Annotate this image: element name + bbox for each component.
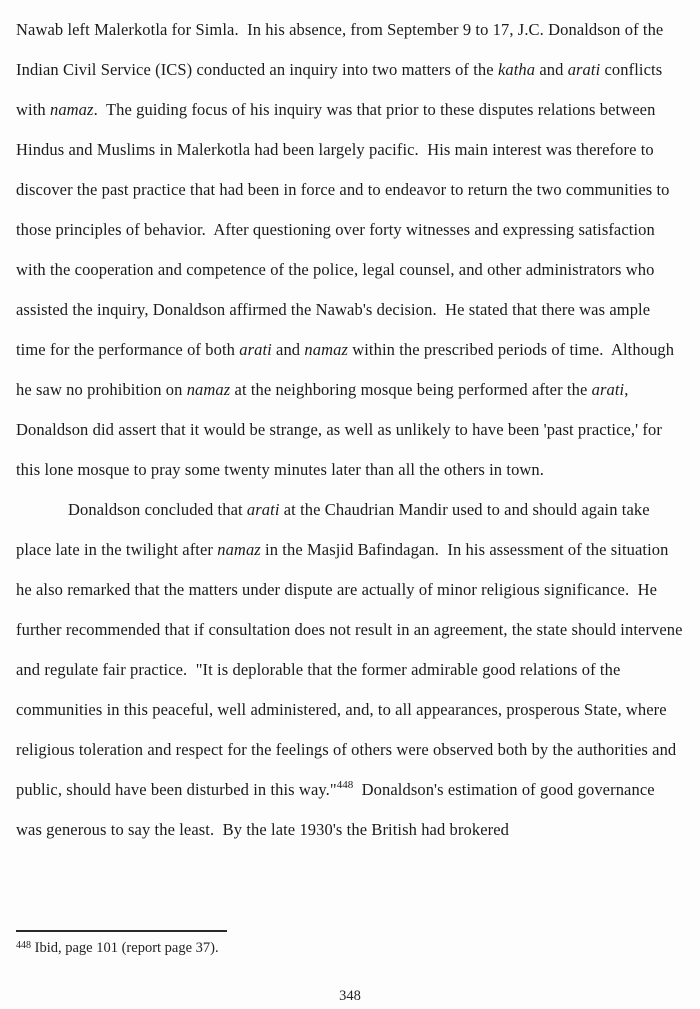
text-run: in the Masjid Bafindagan. In his assessment of the situation he also remarked that the matters under dispute are actually of minor religious significance. He further recommended that if consultation does not result in an agreement, the state should intervene and regulate fair practice. "It is deplorable that the former admirable good relations of the communities in this peaceful, well administered, and, to all appearances, prosperous State, where religious toleration and respect for the feelings of others were observed both by the authorities and public, should have been disturbed in this way." bbox=[16, 540, 687, 799]
footnote-marker: 448 bbox=[16, 940, 31, 951]
page-body bbox=[16, 10, 687, 850]
footnote bbox=[16, 939, 227, 957]
text-run: and bbox=[535, 60, 568, 79]
text-run: within the prescribed periods of time. Although he saw no prohibition on bbox=[16, 340, 679, 399]
text-run: Nawab left Malerkotla for Simla. In his absence, from September 9 to 17, J.C. Donaldson of the Indian Civil Service (ICS) conducted an inquiry into two matters of the bbox=[16, 20, 668, 79]
italic-term: arati bbox=[591, 380, 625, 399]
paragraph-1 bbox=[16, 10, 684, 490]
italic-term: arati bbox=[567, 60, 601, 79]
footnote-area bbox=[16, 930, 227, 957]
footnote-text: Ibid, page 101 (report page 37). bbox=[31, 940, 219, 956]
text-run: at the Chaudrian Mandir used to and should again take place late in the twilight after bbox=[16, 500, 654, 559]
footnote-separator bbox=[16, 930, 227, 932]
italic-term: namaz bbox=[217, 540, 261, 559]
text-run: conflicts with bbox=[16, 60, 667, 119]
text-run: . The guiding focus of his inquiry was that prior to these disputes relations between Hindus and Muslims in Malerkotla had been largely pacific. His main interest was therefore to discover the past practice that had been in force and to endeavor to return the two communities to those principles of behavior. After questioning over forty witnesses and expressing satisfaction with the cooperation and competence of the police, legal counsel, and other administrators who assisted the inquiry, Donaldson affirmed the Nawab's decision. He stated that there was ample time for the performance of both bbox=[16, 100, 674, 359]
italic-term: namaz bbox=[304, 340, 348, 359]
italic-term: arati bbox=[246, 500, 280, 519]
text-run: Donaldson concluded that bbox=[68, 500, 247, 519]
page-number: 348 bbox=[339, 988, 361, 1004]
italic-term: katha bbox=[497, 60, 536, 79]
text-run: at the neighboring mosque being performed after the bbox=[230, 380, 592, 399]
footnote-reference: 448 bbox=[336, 779, 354, 791]
text-run: , Donaldson did assert that it would be strange, as well as unlikely to have been 'past practice,' for this lone mosque to pray some twenty minutes later than all the others in town. bbox=[16, 380, 667, 479]
paragraph-2 bbox=[16, 490, 687, 850]
italic-term: arati bbox=[239, 340, 272, 359]
italic-term: namaz bbox=[186, 380, 231, 399]
text-run: Donaldson's estimation of good governance was generous to say the least. By the late 1930's the British had brokered bbox=[16, 780, 659, 839]
text-run: and bbox=[271, 340, 305, 359]
italic-term: namaz bbox=[49, 100, 94, 119]
